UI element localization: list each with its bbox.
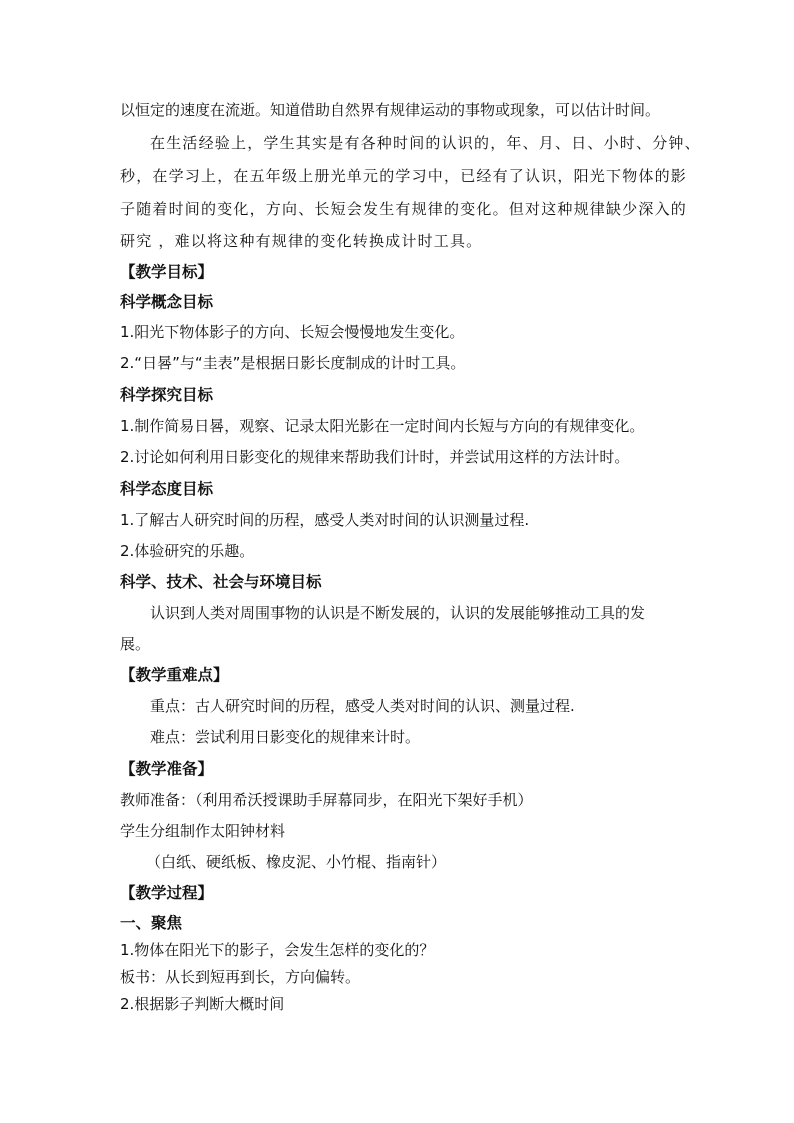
- keypoints-heading: 【教学重难点】: [120, 666, 229, 684]
- sts-text-line-2: 展。: [120, 635, 151, 653]
- intro-line-3: 秒，在学习上，在五年级上册光单元的学习中，已经有了认识，阳光下物体的影: [120, 167, 688, 185]
- section-focus-heading: 一、聚焦: [120, 914, 183, 932]
- concept-goals-heading: 科学概念目标: [120, 293, 214, 311]
- sts-text-line-1: 认识到人类对周围事物的认识是不断发展的，认识的发展能够推动工具的发: [150, 604, 646, 622]
- preparation-heading: 【教学准备】: [120, 760, 214, 778]
- keypoint-focus: 重点：古人研究时间的历程，感受人类对时间的认识、测量过程.: [150, 697, 575, 715]
- teaching-goals-heading: 【教学目标】: [120, 263, 214, 281]
- attitude-item-1: 1.了解古人研究时间的历程，感受人类对时间的认识测量过程.: [120, 511, 530, 529]
- attitude-goals-heading: 科学态度目标: [120, 480, 214, 498]
- prep-student: 学生分组制作太阳钟材料: [120, 822, 286, 840]
- attitude-item-2: 2.体验研究的乐趣。: [120, 542, 255, 560]
- intro-line-2: 在生活经验上，学生其实是有各种时间的认识的，年、月、日、小时、分钟、: [150, 134, 701, 152]
- focus-item-1: 1.物体在阳光下的影子，会发生怎样的变化的？: [120, 941, 435, 959]
- intro-line-1: 以恒定的速度在流逝。知道借助自然界有规律运动的事物或现象，可以估计时间。: [120, 101, 661, 119]
- process-heading: 【教学过程】: [120, 884, 214, 902]
- intro-line-4: 子随着时间的变化，方向、长短会发生有规律的变化。但对这种规律缺少深入的: [120, 200, 688, 218]
- intro-line-5: 研究 ，难以将这种有规律的变化转换成计时工具。: [120, 232, 483, 250]
- prep-materials: （白纸、硬纸板、橡皮泥、小竹棍、指南针）: [146, 853, 447, 871]
- sts-goals-heading: 科学、技术、社会与环境目标: [120, 573, 322, 591]
- focus-item-2: 2.根据影子判断大概时间: [120, 995, 285, 1013]
- keypoint-difficulty: 难点：尝试利用日影变化的规律来计时。: [150, 728, 421, 746]
- concept-item-2: 2.“日晷”与“圭表”是根据日影长度制成的计时工具。: [120, 354, 466, 372]
- concept-item-1: 1.阳光下物体影子的方向、长短会慢慢地发生变化。: [120, 323, 465, 341]
- prep-teacher: 教师准备：（利用希沃授课助手屏幕同步，在阳光下架好手机）: [120, 791, 533, 809]
- focus-board-note: 板书：从长到短再到长，方向偏转。: [120, 968, 361, 986]
- inquiry-item-2: 2.讨论如何利用日影变化的规律来帮助我们计时，并尝试用这样的方法计时。: [120, 448, 630, 466]
- inquiry-item-1: 1.制作简易日晷，观察、记录太阳光影在一定时间内长短与方向的有规律变化。: [120, 417, 645, 435]
- inquiry-goals-heading: 科学探究目标: [120, 386, 214, 404]
